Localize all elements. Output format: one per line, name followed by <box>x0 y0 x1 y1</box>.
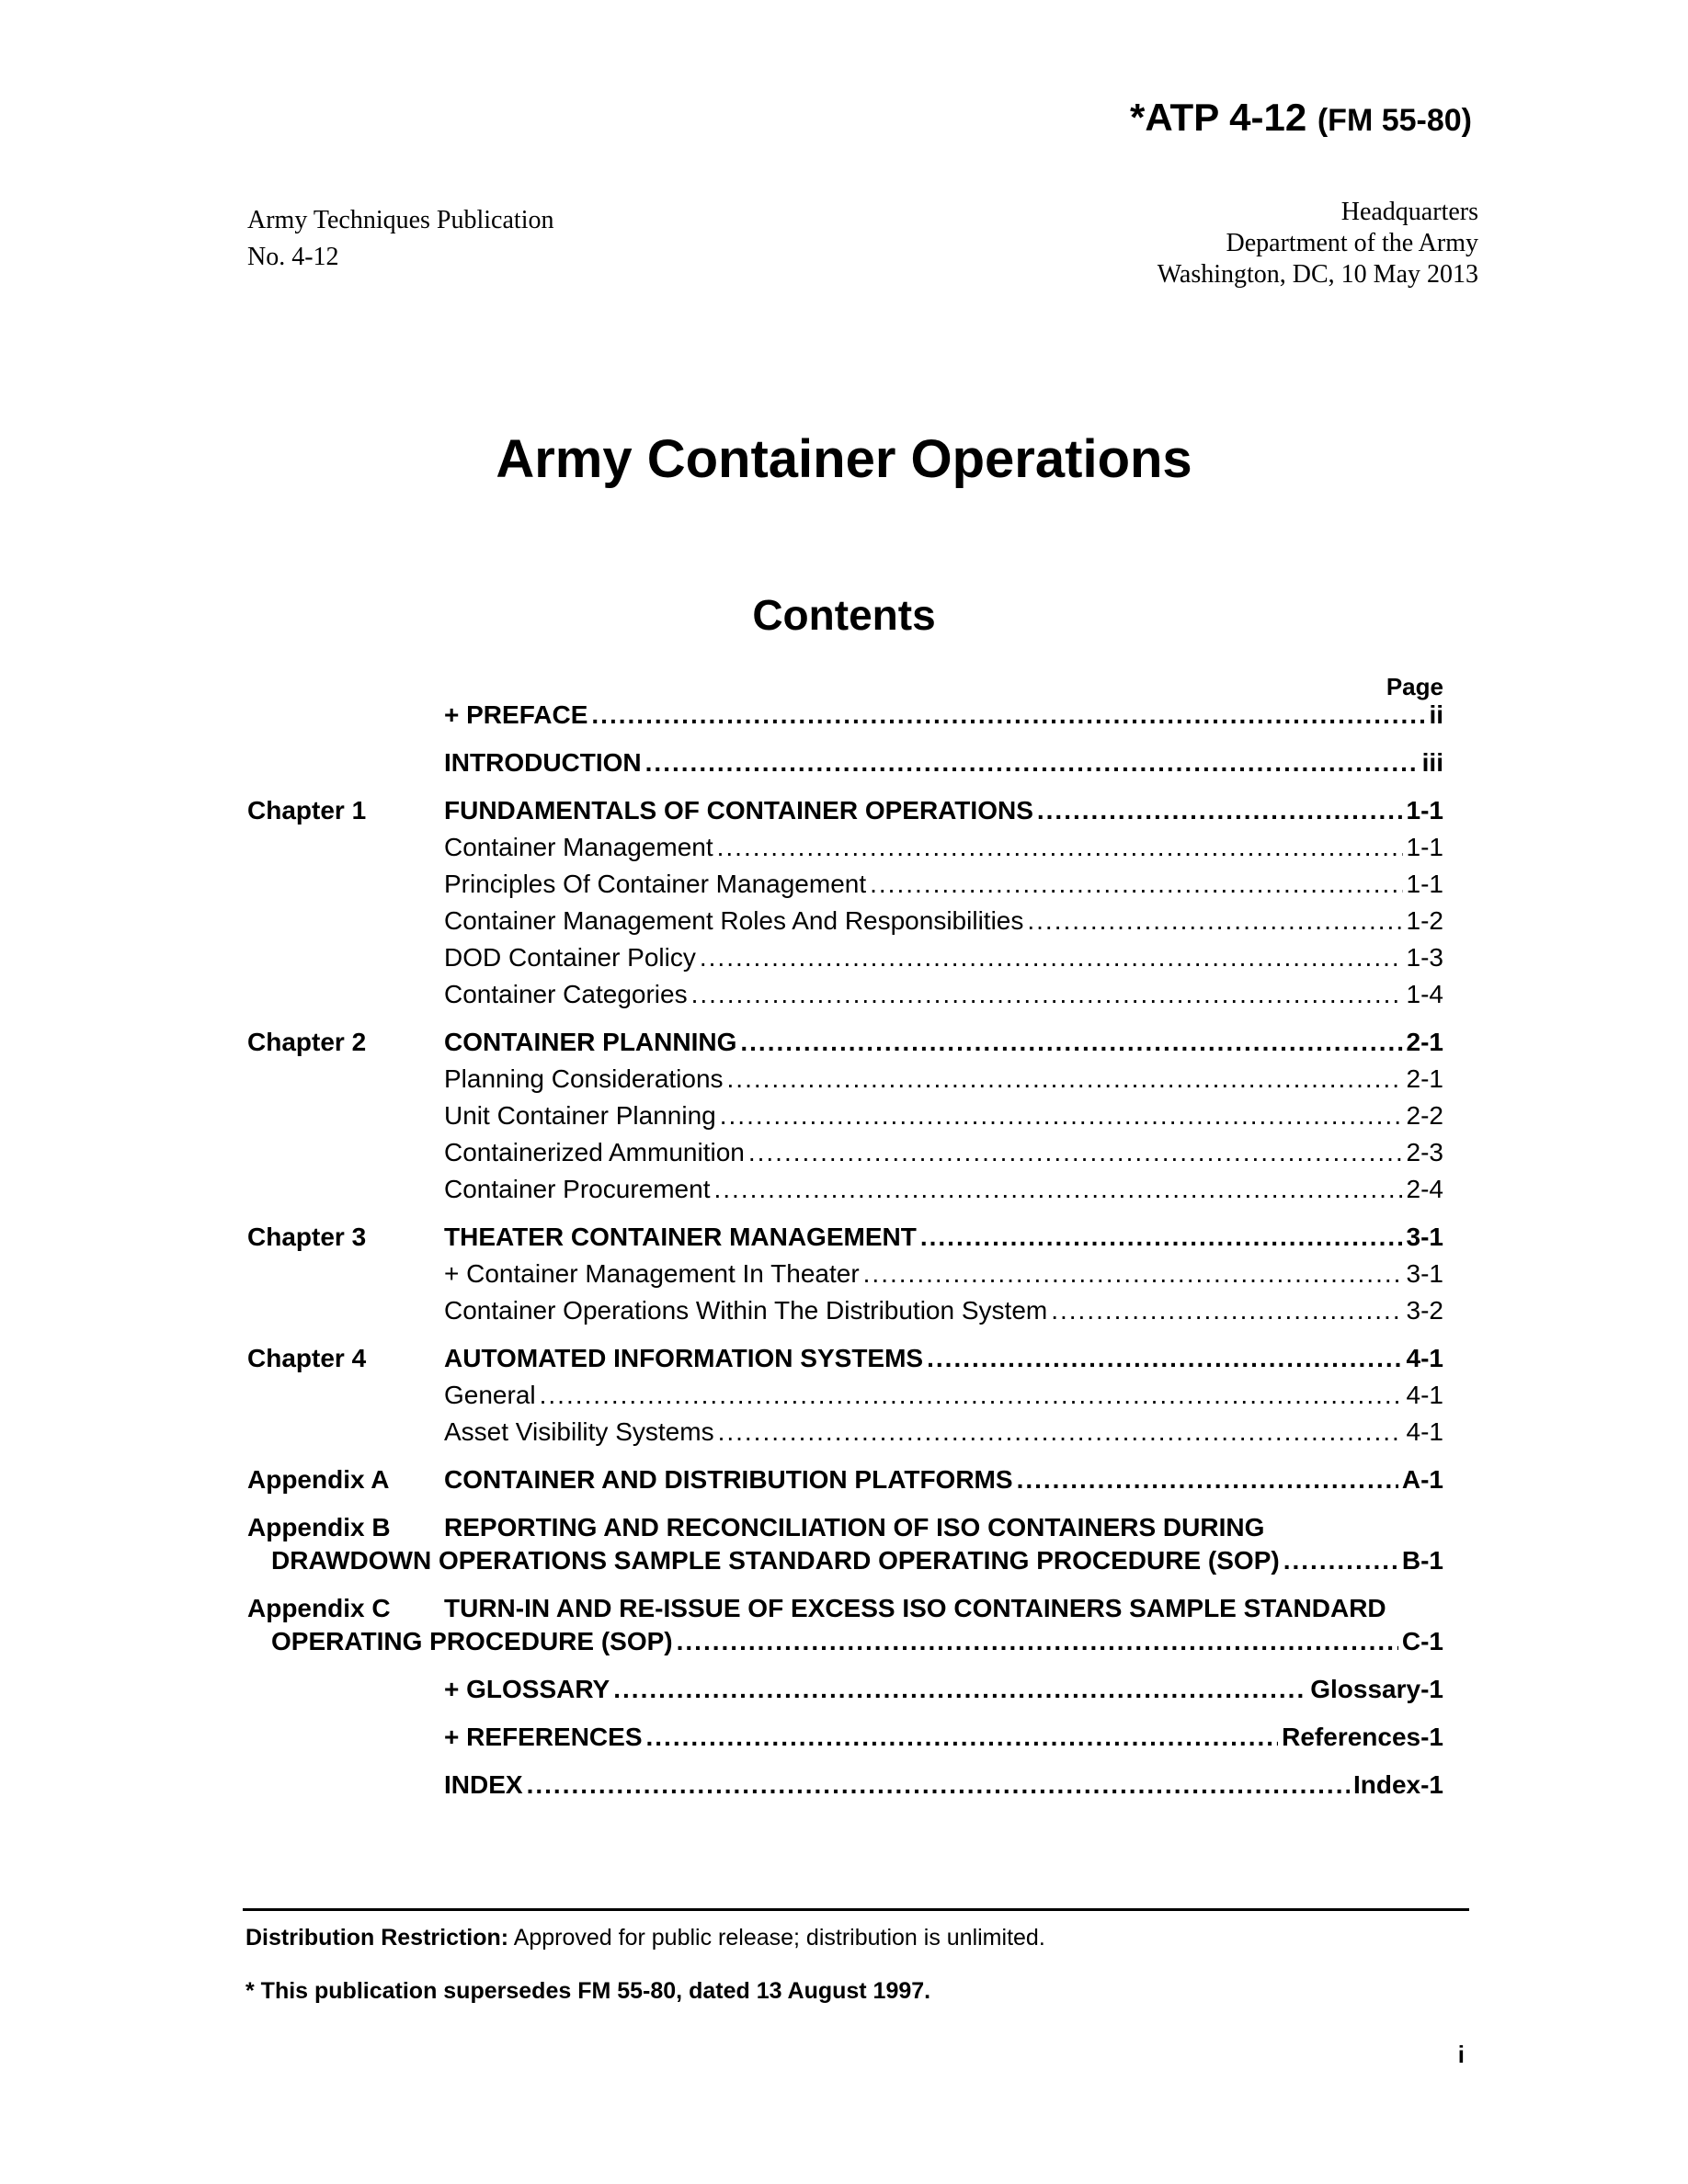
hq-line-2: Department of the Army <box>1226 229 1478 257</box>
dot-leader <box>740 1024 1402 1061</box>
dot-leader <box>920 1219 1403 1256</box>
toc-entry-page: 2-4 <box>1406 1175 1443 1203</box>
toc-entry-title: INTRODUCTION <box>444 748 642 777</box>
toc-entry-page: 4-1 <box>1406 1417 1443 1446</box>
toc-section[interactable] <box>247 1061 1443 1098</box>
toc-entry-title-line-1: REPORTING AND RECONCILIATION OF ISO CONTAINERS DURING <box>444 1513 1265 1541</box>
chapter-label: Chapter 1 <box>247 796 367 825</box>
chapter-label: Chapter 4 <box>247 1344 367 1372</box>
toc-section[interactable] <box>247 1377 1443 1414</box>
dot-leader <box>527 1767 1350 1803</box>
dot-leader <box>691 976 1403 1013</box>
hq-line-3: Washington, DC, 10 May 2013 <box>1157 260 1478 289</box>
toc-entry-title: CONTAINER PLANNING <box>444 1028 737 1056</box>
toc-entry-title-line-1: TURN-IN AND RE-ISSUE OF EXCESS ISO CONTAINERS SAMPLE STANDARD <box>444 1594 1386 1622</box>
dot-leader <box>1051 1292 1402 1329</box>
toc-entry-title: CONTAINER AND DISTRIBUTION PLATFORMS <box>444 1465 1013 1494</box>
toc-entry-page: 1-4 <box>1406 980 1443 1008</box>
toc-chapter-2[interactable] <box>247 1024 1443 1061</box>
toc-section[interactable] <box>247 903 1443 939</box>
appendix-label: Appendix B <box>247 1513 391 1541</box>
contents-heading: Contents <box>752 591 936 639</box>
toc-entry-title: Containerized Ammunition <box>444 1138 745 1166</box>
dot-leader <box>677 1623 1398 1660</box>
toc-entry-title: Planning Considerations <box>444 1064 724 1093</box>
toc-entry-page: 1-1 <box>1406 870 1443 898</box>
dot-leader <box>727 1061 1403 1098</box>
dot-leader <box>1037 792 1403 829</box>
toc-entry-title: Container Operations Within The Distribution System <box>444 1296 1048 1325</box>
toc-section[interactable] <box>247 1171 1443 1208</box>
dot-leader <box>613 1671 1306 1708</box>
toc-entry-title: Container Management <box>444 833 713 861</box>
toc-appendix-b[interactable] <box>247 1509 1443 1579</box>
toc-section[interactable] <box>247 939 1443 976</box>
table-of-contents <box>247 697 1443 1803</box>
page-number: i <box>1457 2041 1465 2068</box>
toc-entry-page: A-1 <box>1401 1465 1443 1494</box>
toc-entry-title: Principles Of Container Management <box>444 870 867 898</box>
toc-section[interactable] <box>247 1256 1443 1292</box>
document-id-superseded: (FM 55-80) <box>1317 103 1472 138</box>
dot-leader <box>1283 1542 1398 1579</box>
page-column-label: Page <box>1386 673 1443 700</box>
toc-chapter-4[interactable] <box>247 1340 1443 1377</box>
toc-entry-page: 3-1 <box>1406 1223 1443 1251</box>
dot-leader <box>863 1256 1403 1292</box>
toc-entry-title: AUTOMATED INFORMATION SYSTEMS <box>444 1344 924 1372</box>
toc-entry-page: 3-1 <box>1406 1259 1443 1288</box>
toc-entry-page: C-1 <box>1401 1627 1443 1655</box>
toc-entry-title: + GLOSSARY <box>444 1675 610 1703</box>
toc-entry-title: Container Categories <box>444 980 688 1008</box>
toc-entry-page: 1-1 <box>1406 796 1443 825</box>
toc-entry-preface[interactable] <box>247 697 1443 734</box>
dot-leader <box>870 866 1402 903</box>
toc-entry-title: THEATER CONTAINER MANAGEMENT <box>444 1223 917 1251</box>
toc-section[interactable] <box>247 1292 1443 1329</box>
publication-type: Army Techniques Publication <box>247 206 554 234</box>
toc-entry-index[interactable] <box>247 1767 1443 1803</box>
toc-entry-page: 1-3 <box>1406 943 1443 972</box>
dot-leader <box>1027 903 1402 939</box>
toc-entry-title: INDEX <box>444 1770 523 1799</box>
toc-entry-page: B-1 <box>1401 1546 1443 1575</box>
toc-section[interactable] <box>247 829 1443 866</box>
document-id-main: *ATP 4-12 <box>1129 96 1307 139</box>
publication-number: No. 4-12 <box>247 243 339 271</box>
toc-entry-title: + Container Management In Theater <box>444 1259 860 1288</box>
toc-section[interactable] <box>247 866 1443 903</box>
distribution-label: Distribution Restriction: <box>245 1925 509 1951</box>
distribution-text: Approved for public release; distribution is unlimited. <box>513 1925 1045 1951</box>
toc-entry-title-line-2: DRAWDOWN OPERATIONS SAMPLE STANDARD OPERATING PROCEDURE (SOP) <box>271 1546 1280 1575</box>
toc-entry-page: Glossary-1 <box>1310 1675 1443 1703</box>
dot-leader <box>720 1098 1403 1134</box>
toc-section[interactable] <box>247 976 1443 1013</box>
toc-chapter-3[interactable] <box>247 1219 1443 1256</box>
toc-entry-page: 2-1 <box>1406 1028 1443 1056</box>
supersedes-note: * This publication supersedes FM 55-80, dated 13 August 1997. <box>245 1978 931 2004</box>
toc-entry-page: Index-1 <box>1352 1770 1443 1799</box>
headquarters-block <box>1158 197 1478 290</box>
toc-entry-page: 1-2 <box>1406 906 1443 935</box>
toc-section[interactable] <box>247 1134 1443 1171</box>
toc-entry-page: 4-1 <box>1406 1344 1443 1372</box>
toc-entry-title-line-2: OPERATING PROCEDURE (SOP) <box>271 1627 673 1655</box>
toc-entry-title: Container Procurement <box>444 1175 711 1203</box>
toc-entry-page: 2-2 <box>1406 1101 1443 1130</box>
document-title: Army Container Operations <box>496 429 1192 489</box>
hq-line-1: Headquarters <box>1340 198 1478 226</box>
dot-leader <box>591 697 1425 734</box>
toc-entry-page: 2-1 <box>1406 1064 1443 1093</box>
toc-entry-page: iii <box>1421 748 1443 777</box>
toc-entry-title: Asset Visibility Systems <box>444 1417 714 1446</box>
toc-appendix-c[interactable] <box>247 1590 1443 1660</box>
toc-entry-page: 4-1 <box>1406 1381 1443 1409</box>
toc-entry-introduction[interactable] <box>247 745 1443 781</box>
toc-section[interactable] <box>247 1098 1443 1134</box>
dot-leader <box>713 1171 1402 1208</box>
toc-entry-page: 3-2 <box>1406 1296 1443 1325</box>
toc-entry-title: + REFERENCES <box>444 1723 643 1751</box>
appendix-label: Appendix C <box>247 1594 391 1622</box>
toc-entry-title: FUNDAMENTALS OF CONTAINER OPERATIONS <box>444 796 1033 825</box>
toc-entry-page: ii <box>1429 700 1443 729</box>
toc-entry-title: General <box>444 1381 536 1409</box>
toc-entry-glossary[interactable] <box>247 1671 1443 1708</box>
dot-leader <box>717 829 1403 866</box>
toc-entry-title: DOD Container Policy <box>444 943 696 972</box>
toc-entry-page: 1-1 <box>1406 833 1443 861</box>
toc-section[interactable] <box>247 1414 1443 1450</box>
toc-entry-title: Unit Container Planning <box>444 1101 716 1130</box>
dot-leader <box>927 1340 1402 1377</box>
toc-entry-references[interactable] <box>247 1719 1443 1756</box>
dot-leader <box>748 1134 1403 1171</box>
publication-block <box>247 202 553 276</box>
toc-entry-page: References-1 <box>1282 1723 1443 1751</box>
dot-leader <box>718 1414 1403 1450</box>
toc-entry-page: 2-3 <box>1406 1138 1443 1166</box>
footer-divider <box>243 1908 1469 1911</box>
toc-entry-title: Container Management Roles And Responsibilities <box>444 906 1024 935</box>
dot-leader <box>540 1377 1403 1414</box>
dot-leader <box>646 1719 1279 1756</box>
dot-leader <box>1017 1462 1398 1498</box>
dot-leader <box>645 745 1419 781</box>
toc-chapter-1[interactable] <box>247 792 1443 829</box>
chapter-label: Chapter 3 <box>247 1223 367 1251</box>
toc-appendix-a[interactable] <box>247 1462 1443 1498</box>
distribution-restriction <box>245 1925 1045 1951</box>
dot-leader <box>700 939 1403 976</box>
appendix-label: Appendix A <box>247 1465 390 1494</box>
chapter-label: Chapter 2 <box>247 1028 367 1056</box>
document-id <box>1130 96 1472 140</box>
toc-entry-title: + PREFACE <box>444 700 588 729</box>
